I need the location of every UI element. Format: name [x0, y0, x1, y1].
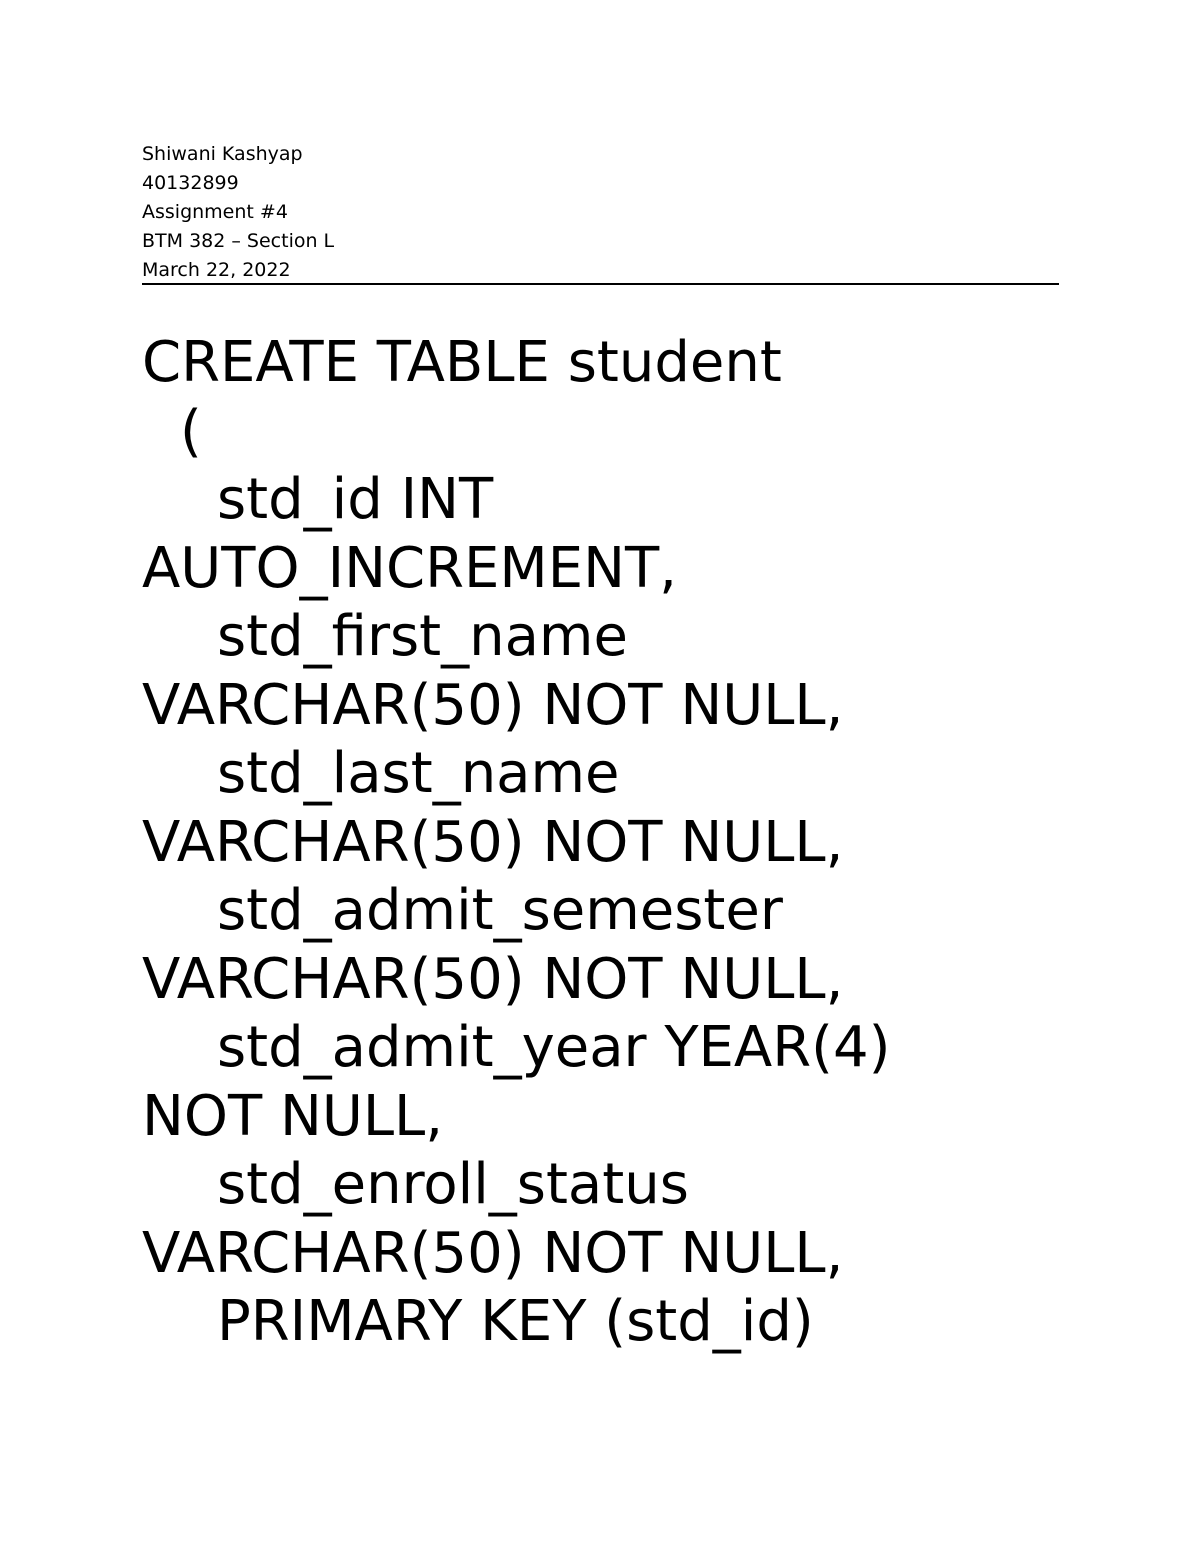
document-header — [142, 140, 1060, 285]
header-divider — [142, 283, 1059, 285]
code-line-first-name: std_first_name — [217, 604, 628, 669]
code-line-open-paren: ( — [180, 398, 202, 464]
code-line-create-table: CREATE TABLE student — [142, 330, 782, 395]
code-line-admit-year-cont: NOT NULL, — [142, 1083, 444, 1149]
code-line-last-name: std_last_name — [217, 741, 620, 806]
code-line-enroll-status-cont: VARCHAR(50) NOT NULL, — [142, 1220, 844, 1286]
code-line-last-name-cont: VARCHAR(50) NOT NULL, — [142, 809, 844, 875]
course-section: BTM 382 – Section L — [142, 230, 335, 252]
code-line-enroll-status: std_enroll_status — [217, 1152, 689, 1217]
code-line-admit-semester: std_admit_semester — [217, 878, 783, 943]
code-line-first-name-cont: VARCHAR(50) NOT NULL, — [142, 672, 844, 738]
code-line-std-id: std_id INT — [217, 467, 494, 532]
code-line-std-id-cont: AUTO_INCREMENT, — [142, 535, 677, 601]
code-line-admit-semester-cont: VARCHAR(50) NOT NULL, — [142, 946, 844, 1012]
sql-code-block — [142, 329, 1142, 1357]
code-line-primary-key: PRIMARY KEY (std_id) — [217, 1289, 814, 1354]
submission-date: March 22, 2022 — [142, 259, 291, 281]
assignment-title: Assignment #4 — [142, 201, 288, 223]
student-id: 40132899 — [142, 172, 239, 194]
author-name: Shiwani Kashyap — [142, 143, 303, 165]
code-line-admit-year: std_admit_year YEAR(4) — [217, 1015, 891, 1080]
